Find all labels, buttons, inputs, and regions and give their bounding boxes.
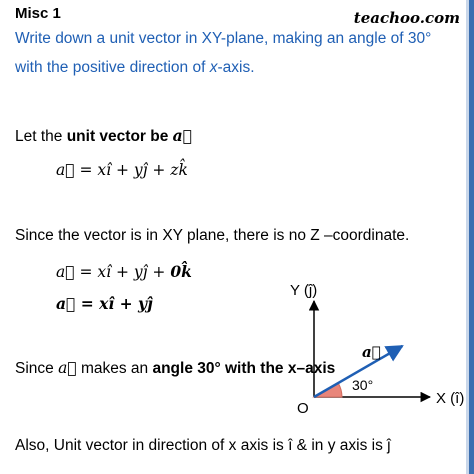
equation-zero-k: a⃗ = xî + yĵ + 0k̂ — [56, 262, 192, 281]
x-axis-label: X (î) — [436, 390, 465, 407]
let-unit-vector-line: Let the unit vector be a⃗ — [15, 126, 193, 145]
equation-reduced-vector: a⃗ = xî + yĵ — [56, 294, 153, 313]
question-line-2: with the positive direction of x-axis. — [15, 59, 255, 76]
brand-logo: teachoo.com — [353, 9, 460, 27]
page-heading: Misc 1 — [15, 5, 61, 22]
unit-axis-statement: Also, Unit vector in direction of x axis is î & in y axis is ĵ — [15, 437, 391, 454]
equation-general-vector: a⃗ = xî + yĵ + zk̂ — [56, 161, 188, 179]
vector-a-label: a⃗ — [362, 343, 381, 361]
question-line-1: Write down a unit vector in XY-plane, making an angle of 30° — [15, 30, 432, 47]
angle-statement: Since a⃗ makes an angle 30° with the x–axis — [15, 359, 336, 377]
y-axis-label: Y (ĵ) — [290, 282, 318, 299]
origin-label: O — [297, 400, 309, 417]
xy-plane-statement: Since the vector is in XY plane, there is no Z –coordinate. — [15, 227, 410, 244]
angle-label: 30° — [352, 377, 374, 393]
vector-diagram — [270, 275, 470, 425]
